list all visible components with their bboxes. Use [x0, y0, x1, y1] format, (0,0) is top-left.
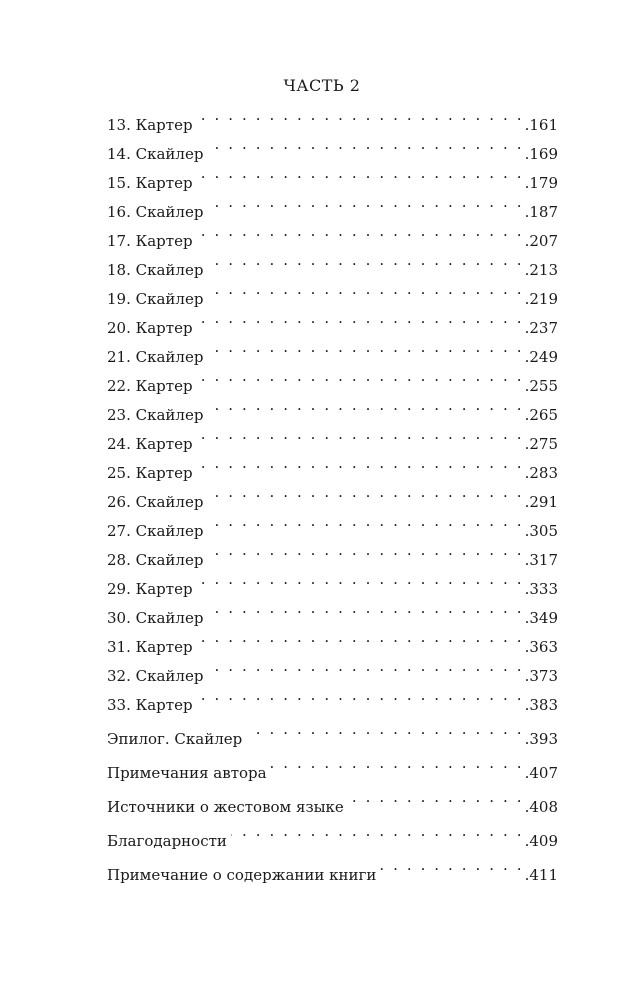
toc-dot-leader: [197, 101, 524, 130]
toc-dot-leader: [207, 275, 523, 304]
toc-entry-page: .411: [524, 866, 558, 884]
toc-entry-page: .265: [524, 406, 558, 424]
toc-dot-leader: [207, 536, 523, 565]
toc-entry-title: 22. Картер: [107, 377, 193, 395]
toc-entry-title: 27. Скайлер: [107, 522, 204, 540]
toc-entry-page: .275: [524, 435, 558, 453]
toc-entry-page: .393: [524, 730, 558, 748]
toc-entry-page: .408: [524, 798, 558, 816]
toc-dot-leader: [207, 391, 523, 420]
toc-entry-title: 28. Скайлер: [107, 551, 204, 569]
toc-entry-page: .219: [524, 290, 558, 308]
toc-entry-page: .283: [524, 464, 558, 482]
toc-dot-leader: [197, 449, 524, 478]
toc-entry-title: 18. Скайлер: [107, 261, 204, 279]
toc-entry-title: 29. Картер: [107, 580, 193, 598]
toc-entry-title: 13. Картер: [107, 116, 193, 134]
toc-entry-title: 31. Картер: [107, 638, 193, 656]
toc-dot-leader: [207, 333, 523, 362]
toc-dot-leader: [348, 783, 524, 812]
toc-dot-leader: [207, 246, 523, 275]
toc-entry-title: 21. Скайлер: [107, 348, 204, 366]
toc-entry-page: .363: [524, 638, 558, 656]
toc-entry-title: Источники о жестовом языке: [107, 798, 344, 816]
toc-entry-title: Примечания автора: [107, 764, 267, 782]
toc-entry-title: 16. Скайлер: [107, 203, 204, 221]
toc-dot-leader: [197, 217, 524, 246]
toc-dot-leader: [197, 681, 524, 710]
toc-entry-title: 20. Картер: [107, 319, 193, 337]
toc-entry-page: .349: [524, 609, 558, 627]
toc-entry-title: 23. Скайлер: [107, 406, 204, 424]
toc-dot-leader: [207, 188, 523, 217]
toc-entry-title: 15. Картер: [107, 174, 193, 192]
toc-dot-leader: [197, 565, 524, 594]
toc-entry-page: .333: [524, 580, 558, 598]
toc-dot-leader: [197, 362, 524, 391]
toc-dot-leader: [246, 715, 523, 744]
toc-entry-title: 25. Картер: [107, 464, 193, 482]
toc-entry-page: .255: [524, 377, 558, 395]
toc-entry-page: .187: [524, 203, 558, 221]
toc-entry-title: 26. Скайлер: [107, 493, 204, 511]
toc-entry-title: 24. Картер: [107, 435, 193, 453]
toc-entry-page: .291: [524, 493, 558, 511]
toc-entry-page: .305: [524, 522, 558, 540]
toc-entry-title: 32. Скайлер: [107, 667, 204, 685]
toc-entry-page: .249: [524, 348, 558, 366]
toc-entry-page: .237: [524, 319, 558, 337]
toc-dot-leader: [207, 130, 523, 159]
toc-entry-page: .409: [524, 832, 558, 850]
toc-dot-leader: [197, 623, 524, 652]
toc-entry-page: .383: [524, 696, 558, 714]
toc-dot-leader: [207, 507, 523, 536]
toc-entry-page: .317: [524, 551, 558, 569]
toc-entry-title: 33. Картер: [107, 696, 193, 714]
toc-entry-title: Эпилог. Скайлер: [107, 730, 243, 748]
toc-entry-page: .169: [524, 145, 558, 163]
toc-dot-leader: [207, 478, 523, 507]
toc-entry-page: .213: [524, 261, 558, 279]
toc-entry-title: Благодарности: [107, 832, 227, 850]
toc-entry-title: 30. Скайлер: [107, 609, 204, 627]
toc-dot-leader: [197, 159, 524, 188]
toc-dot-leader: [380, 851, 523, 880]
toc-entry-title: 14. Скайлер: [107, 145, 204, 163]
toc-entry-title: 19. Скайлер: [107, 290, 204, 308]
toc-entry-page: .161: [524, 116, 558, 134]
part-heading: ЧАСТЬ 2: [283, 76, 361, 95]
toc-dot-leader: [207, 594, 523, 623]
toc-dot-leader: [197, 304, 524, 333]
toc-entry-page: .179: [524, 174, 558, 192]
toc-entry-page: .207: [524, 232, 558, 250]
toc-dot-leader: [197, 420, 524, 449]
toc-entry-page: .373: [524, 667, 558, 685]
toc-dot-leader: [271, 749, 524, 778]
table-of-contents: [107, 101, 558, 884]
toc-entry-title: Примечание о содержании книги: [107, 866, 377, 884]
toc-entry: [107, 101, 558, 134]
toc-dot-leader: [231, 817, 524, 846]
toc-dot-leader: [207, 652, 523, 681]
toc-entry-page: .407: [524, 764, 558, 782]
toc-entry-title: 17. Картер: [107, 232, 193, 250]
